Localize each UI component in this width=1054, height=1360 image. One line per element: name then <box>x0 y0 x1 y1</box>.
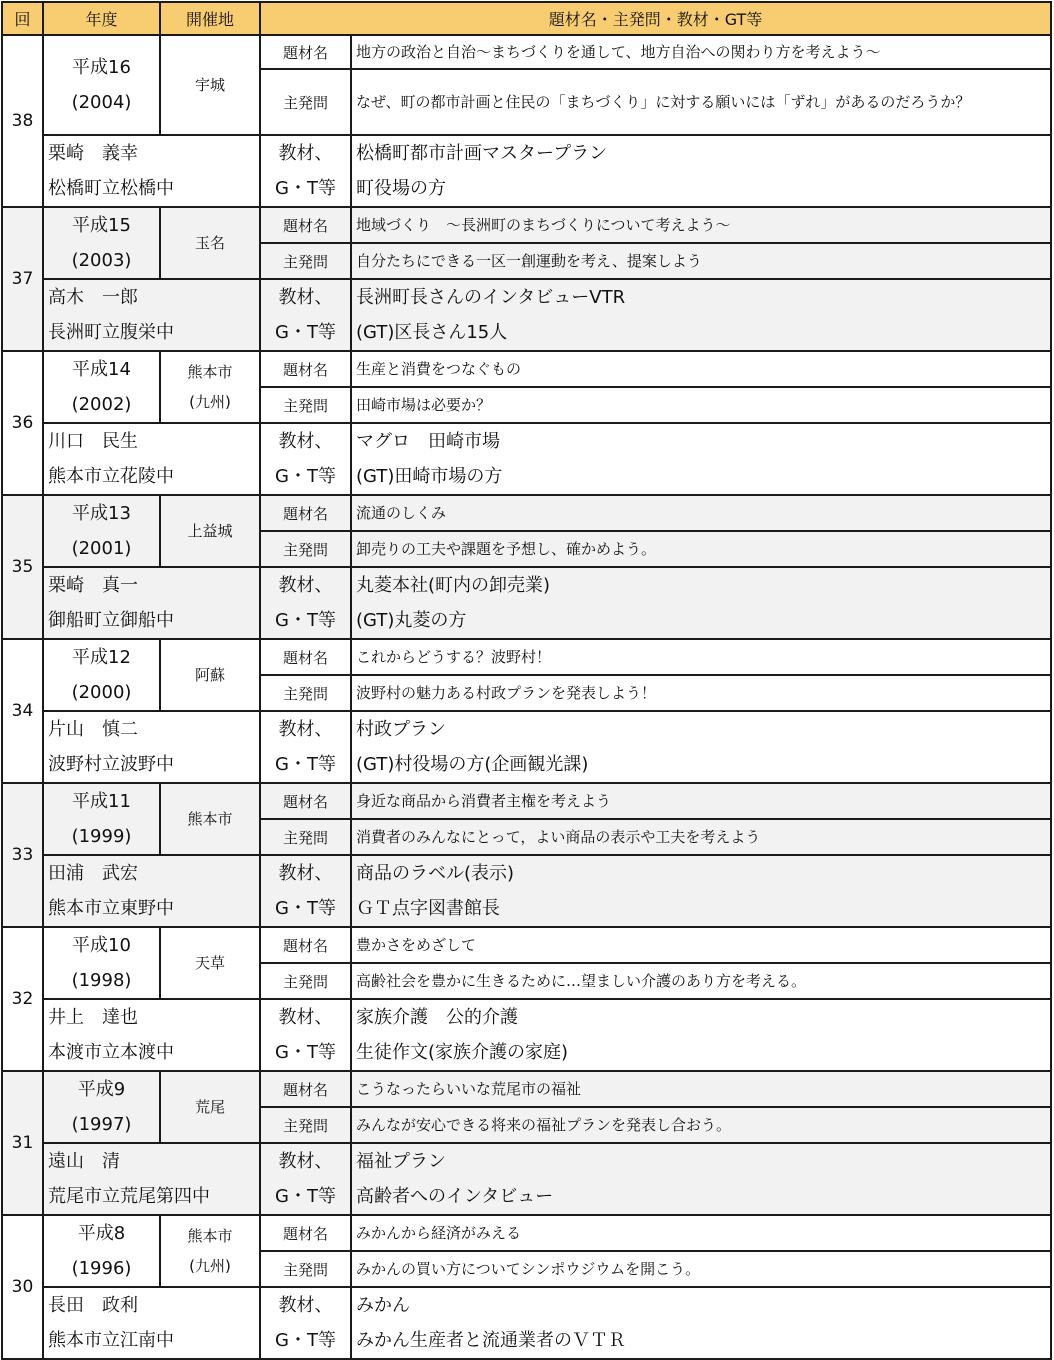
material-line1: 福祉プラン <box>356 1151 446 1172</box>
question-text: 田崎市場は必要か？ <box>351 387 1051 423</box>
table-row <box>2 1143 1051 1215</box>
material-cell <box>351 279 1051 351</box>
material-label-line1: 教材、 <box>278 863 333 884</box>
material-line2: みかん生産者と流通業者のＶＴＲ <box>356 1330 626 1351</box>
material-cell <box>351 423 1051 495</box>
theme-label: 題材名 <box>260 495 351 531</box>
header-year: 年度 <box>43 2 160 35</box>
school-name: 熊本市立東野中 <box>48 898 174 919</box>
theme-label: 題材名 <box>260 1215 351 1251</box>
lesson-records-table <box>1 1 1052 1360</box>
table-row <box>2 35 1051 69</box>
material-line1: みかん <box>356 1295 410 1316</box>
year-era: 平成16 <box>72 57 131 78</box>
material-label <box>260 567 351 639</box>
year-ad: (1996) <box>71 1258 132 1279</box>
table-row <box>2 279 1051 351</box>
material-label-line1: 教材、 <box>278 287 333 308</box>
theme-text: 流通のしくみ <box>351 495 1051 531</box>
theme-label: 題材名 <box>260 35 351 69</box>
material-line2: 生徒作文(家族介護の家庭) <box>356 1042 569 1063</box>
round-number: 34 <box>2 639 43 783</box>
year-ad: (2004) <box>71 92 132 113</box>
material-line2: 高齢者へのインタビュー <box>356 1186 554 1207</box>
table-body <box>2 35 1051 1359</box>
round-number: 35 <box>2 495 43 639</box>
material-cell <box>351 855 1051 927</box>
theme-text: 地方の政治と自治～まちづくりを通して、地方自治への関わり方を考えよう～ <box>351 35 1051 69</box>
place-name: 熊本市 <box>187 1227 233 1245</box>
question-text: 卸売りの工夫や課題を予想し、確かめよう。 <box>351 531 1051 567</box>
question-label: 主発問 <box>260 675 351 711</box>
table-row <box>2 783 1051 819</box>
material-label-line1: 教材、 <box>278 1151 333 1172</box>
year-ad: (2001) <box>71 538 132 559</box>
material-line1: 丸菱本社(町内の卸売業) <box>356 575 551 596</box>
theme-text: これからどうする？波野村！ <box>351 639 1051 675</box>
theme-text: みかんから経済がみえる <box>351 1215 1051 1251</box>
table-row <box>2 351 1051 387</box>
question-text: 消費者のみんなにとって，よい商品の表示や工夫を考えよう <box>351 819 1051 855</box>
year-ad: (2002) <box>71 394 132 415</box>
table-row <box>2 567 1051 639</box>
question-label: 主発問 <box>260 243 351 279</box>
teacher-cell <box>43 135 260 207</box>
place-cell <box>160 639 260 711</box>
material-label <box>260 135 351 207</box>
table-row <box>2 495 1051 531</box>
year-cell <box>43 783 160 855</box>
table-row <box>2 711 1051 783</box>
round-number: 38 <box>2 35 43 207</box>
material-cell <box>351 135 1051 207</box>
place-cell <box>160 927 260 999</box>
material-cell <box>351 567 1051 639</box>
material-line2: ＧＴ点字図書館長 <box>356 898 500 919</box>
place-name: 熊本市 <box>187 810 233 828</box>
table-row <box>2 639 1051 675</box>
school-name: 本渡市立本渡中 <box>48 1042 174 1063</box>
place-cell <box>160 1215 260 1287</box>
school-name: 御船町立御船中 <box>48 610 174 631</box>
theme-text: こうなったらいいな荒尾市の福祉 <box>351 1071 1051 1107</box>
place-name: 上益城 <box>187 522 233 540</box>
place-name: 阿蘇 <box>194 666 225 684</box>
material-line2: (GT)田崎市場の方 <box>356 466 503 487</box>
year-cell <box>43 207 160 279</box>
material-label-line1: 教材、 <box>278 719 333 740</box>
table-row <box>2 207 1051 243</box>
theme-label: 題材名 <box>260 783 351 819</box>
theme-text: 豊かさをめざして <box>351 927 1051 963</box>
material-label <box>260 711 351 783</box>
table-row <box>2 999 1051 1071</box>
teacher-name: 長田 政利 <box>48 1295 138 1316</box>
place-cell <box>160 207 260 279</box>
question-text: みかんの買い方についてシンポウジウムを開こう。 <box>351 1251 1051 1287</box>
school-name: 熊本市立江南中 <box>48 1330 174 1351</box>
teacher-name: 栗崎 真一 <box>48 575 138 596</box>
place-name: 熊本市 <box>187 363 233 381</box>
header-round: 回 <box>2 2 43 35</box>
teacher-cell <box>43 567 260 639</box>
teacher-name: 田浦 武宏 <box>48 863 138 884</box>
year-cell <box>43 1215 160 1287</box>
year-cell <box>43 1071 160 1143</box>
theme-label: 題材名 <box>260 639 351 675</box>
teacher-name: 井上 達也 <box>48 1007 138 1028</box>
year-ad: (1999) <box>71 826 132 847</box>
material-line2: (GT)村役場の方(企画観光課) <box>356 754 589 775</box>
material-cell <box>351 711 1051 783</box>
school-name: 長洲町立腹栄中 <box>48 322 174 343</box>
question-text: 波野村の魅力ある村政プランを発表しよう！ <box>351 675 1051 711</box>
year-cell <box>43 639 160 711</box>
round-number: 37 <box>2 207 43 351</box>
question-text: なぜ、町の都市計画と住民の「まちづくり」に対する願いには「ずれ」があるのだろうか？ <box>351 69 1051 135</box>
material-line1: 商品のラベル(表示) <box>356 863 515 884</box>
year-cell <box>43 495 160 567</box>
teacher-cell <box>43 711 260 783</box>
teacher-cell <box>43 279 260 351</box>
year-cell <box>43 927 160 999</box>
material-label-line2: G・T等 <box>275 754 336 775</box>
round-number: 33 <box>2 783 43 927</box>
material-label <box>260 279 351 351</box>
material-label-line2: G・T等 <box>275 610 336 631</box>
table-row <box>2 1215 1051 1251</box>
year-era: 平成10 <box>72 935 131 956</box>
place-cell <box>160 351 260 423</box>
table-row <box>2 423 1051 495</box>
year-ad: (2003) <box>71 250 132 271</box>
year-cell <box>43 351 160 423</box>
header-row <box>2 2 1051 35</box>
year-era: 平成15 <box>72 215 131 236</box>
material-label-line2: G・T等 <box>275 1042 336 1063</box>
table-row <box>2 1287 1051 1359</box>
table-row <box>2 855 1051 927</box>
teacher-name: 片山 慎二 <box>48 719 138 740</box>
question-label: 主発問 <box>260 69 351 135</box>
question-label: 主発問 <box>260 1107 351 1143</box>
question-label: 主発問 <box>260 819 351 855</box>
question-text: みんなが安心できる将来の福祉プランを発表し合おう。 <box>351 1107 1051 1143</box>
teacher-name: 栗崎 義幸 <box>48 143 138 164</box>
material-label-line2: G・T等 <box>275 1330 336 1351</box>
material-label-line2: G・T等 <box>275 322 336 343</box>
round-number: 31 <box>2 1071 43 1215</box>
round-number: 32 <box>2 927 43 1071</box>
material-label-line1: 教材、 <box>278 575 333 596</box>
material-label <box>260 1287 351 1359</box>
theme-label: 題材名 <box>260 927 351 963</box>
question-text: 自分たちにできる一区一創運動を考え、提案しよう <box>351 243 1051 279</box>
material-label-line2: G・T等 <box>275 466 336 487</box>
material-label-line1: 教材、 <box>278 431 333 452</box>
material-label <box>260 999 351 1071</box>
question-label: 主発問 <box>260 387 351 423</box>
teacher-name: 遠山 清 <box>48 1151 120 1172</box>
year-ad: (2000) <box>71 682 132 703</box>
place-cell <box>160 495 260 567</box>
question-label: 主発問 <box>260 531 351 567</box>
material-label-line1: 教材、 <box>278 1007 333 1028</box>
header-place: 開催地 <box>160 2 260 35</box>
year-cell <box>43 35 160 135</box>
material-line1: 長洲町長さんのインタビューVTR <box>356 287 626 308</box>
material-label <box>260 423 351 495</box>
theme-text: 地域づくり ～長洲町のまちづくりについて考えよう～ <box>351 207 1051 243</box>
material-line2: 町役場の方 <box>356 178 446 199</box>
material-line1: マグロ 田崎市場 <box>356 431 500 452</box>
material-label-line1: 教材、 <box>278 143 333 164</box>
year-era: 平成12 <box>72 647 131 668</box>
theme-label: 題材名 <box>260 207 351 243</box>
material-line1: 家族介護 公的介護 <box>356 1007 518 1028</box>
year-era: 平成14 <box>72 359 131 380</box>
school-name: 波野村立波野中 <box>48 754 174 775</box>
year-ad: (1998) <box>71 970 132 991</box>
year-ad: (1997) <box>71 1114 132 1135</box>
material-line2: (GT)区長さん15人 <box>356 322 508 343</box>
place-name: 玉名 <box>194 234 225 252</box>
teacher-name: 川口 民生 <box>48 431 138 452</box>
question-label: 主発問 <box>260 1251 351 1287</box>
place-name: 荒尾 <box>194 1098 225 1116</box>
year-era: 平成11 <box>72 791 131 812</box>
school-name: 荒尾市立荒尾第四中 <box>48 1186 210 1207</box>
teacher-cell <box>43 999 260 1071</box>
material-line1: 村政プラン <box>356 719 446 740</box>
teacher-cell <box>43 423 260 495</box>
place-cell <box>160 783 260 855</box>
material-label-line2: G・T等 <box>275 178 336 199</box>
school-name: 熊本市立花陵中 <box>48 466 174 487</box>
question-text: 高齢社会を豊かに生きるために…望ましい介護のあり方を考える。 <box>351 963 1051 999</box>
material-line1: 松橋町都市計画マスタープラン <box>356 143 608 164</box>
year-era: 平成8 <box>77 1223 126 1244</box>
place-note: (九州) <box>189 1257 231 1275</box>
table-row <box>2 1071 1051 1107</box>
table-row <box>2 135 1051 207</box>
year-era: 平成9 <box>77 1079 126 1100</box>
round-number: 30 <box>2 1215 43 1359</box>
material-label <box>260 1143 351 1215</box>
material-cell <box>351 1287 1051 1359</box>
material-line2: (GT)丸菱の方 <box>356 610 467 631</box>
table-row <box>2 927 1051 963</box>
place-cell <box>160 1071 260 1143</box>
teacher-name: 高木 一郎 <box>48 287 138 308</box>
school-name: 松橋町立松橋中 <box>48 178 174 199</box>
place-name: 天草 <box>194 954 225 972</box>
theme-text: 身近な商品から消費者主権を考えよう <box>351 783 1051 819</box>
place-note: (九州) <box>189 393 231 411</box>
question-label: 主発問 <box>260 963 351 999</box>
place-cell <box>160 35 260 135</box>
teacher-cell <box>43 855 260 927</box>
material-cell <box>351 1143 1051 1215</box>
header-content: 題材名・主発問・教材・GT等 <box>260 2 1051 35</box>
place-name: 宇城 <box>194 76 225 94</box>
round-number: 36 <box>2 351 43 495</box>
material-label-line2: G・T等 <box>275 898 336 919</box>
teacher-cell <box>43 1143 260 1215</box>
material-cell <box>351 999 1051 1071</box>
teacher-cell <box>43 1287 260 1359</box>
theme-text: 生産と消費をつなぐもの <box>351 351 1051 387</box>
theme-label: 題材名 <box>260 1071 351 1107</box>
material-label-line1: 教材、 <box>278 1295 333 1316</box>
theme-label: 題材名 <box>260 351 351 387</box>
year-era: 平成13 <box>72 503 131 524</box>
material-label-line2: G・T等 <box>275 1186 336 1207</box>
material-label <box>260 855 351 927</box>
